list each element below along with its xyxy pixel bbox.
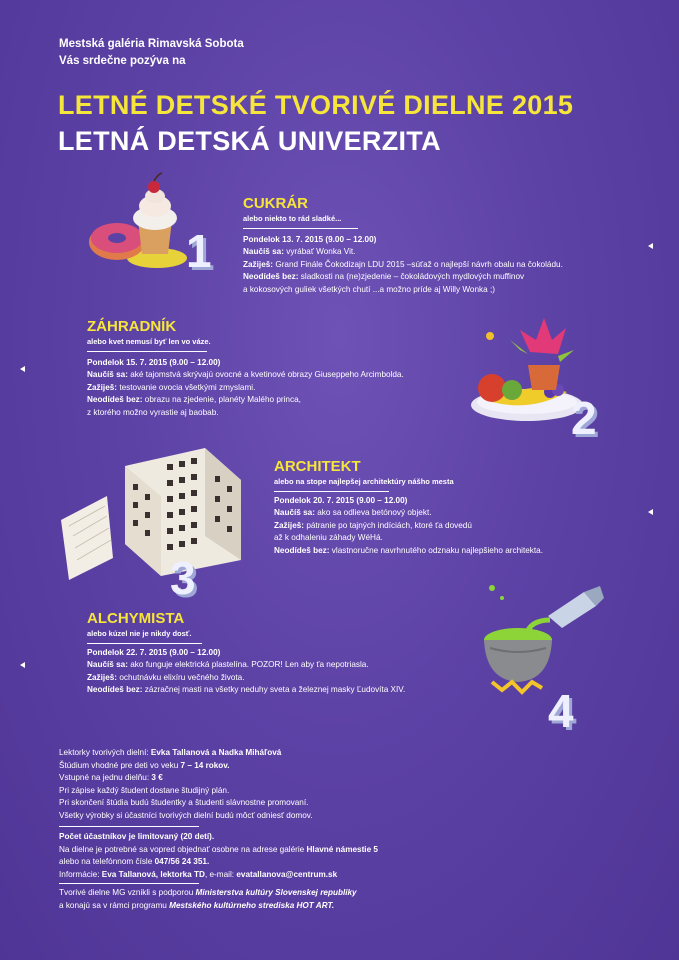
section-3-number: 3	[170, 552, 196, 604]
section-1-divider	[243, 228, 358, 229]
section-4-title: ALCHYMISTA	[87, 610, 185, 627]
support-info	[59, 887, 357, 912]
section-3-date: Pondelok 20. 7. 2015 (9.00 – 12.00)	[274, 496, 408, 505]
section-4-subtitle: alebo kúzel nie je nikdy dosť.	[87, 629, 192, 638]
section-4-date: Pondelok 22. 7. 2015 (9.00 – 12.00)	[87, 648, 221, 657]
limit-line: Počet účastníkov je limitovaný (20 detí).	[59, 832, 215, 841]
support-line-2: a konajú sa v rámci programu Mestského kultúrneho strediska HOT ART.	[59, 900, 335, 910]
section-1-number: 1	[186, 225, 212, 277]
section-1-subtitle: alebo niekto to rád sladké...	[243, 214, 342, 223]
footer-divider-2	[59, 883, 199, 884]
section-4-learn: Naučíš sa: ako funguje elektrická plastelína. POZOR! Len aby ťa nepotriasla.	[87, 660, 369, 670]
registration-info	[59, 831, 378, 881]
section-4-details	[87, 647, 405, 697]
building-icon	[55, 440, 255, 590]
section-1-title: CUKRÁR	[243, 195, 308, 212]
section-4-divider	[87, 643, 202, 644]
arrow-left-icon	[648, 243, 653, 249]
section-2-learn: Naučíš sa: aké tajomstvá skrývajú ovocné a kvetinové obrazy Giuseppeho Arcimbolda.	[87, 370, 404, 380]
contact-line: Informácie: Eva Tallanová, lektorka TD, e-mail: evatallanova@centrum.sk	[59, 869, 338, 879]
plan-line: Pri zápise každý študent dostane študijný plán.	[59, 785, 230, 795]
section-2-takeaway-cont: z ktorého možno vyrastie aj baobab.	[87, 407, 219, 417]
graduation-line: Pri skončení štúdia budú študentky a študenti slávnostne promovaní.	[59, 798, 309, 807]
section-3-experience: Zažiješ: pátranie po tajných indíciách, ktoré ťa dovedú	[274, 520, 472, 530]
section-2-title: ZÁHRADNÍK	[87, 318, 177, 335]
gallery-name: Mestská galéria Rimavská Sobota	[59, 38, 244, 50]
section-2-experience: Zažiješ: testovanie ovocia všetkými zmyslami.	[87, 382, 256, 392]
section-3-subtitle: alebo na stope najlepšej architektúry nášho mesta	[274, 477, 454, 486]
section-2-subtitle: alebo kvet nemusí byť len vo váze.	[87, 337, 211, 346]
fee-line: Vstupné na jednu dielňu: 3 €	[59, 773, 163, 782]
section-3-learn: Naučíš sa: ako sa odlieva betónový objekt.	[274, 508, 432, 518]
section-3-divider	[274, 491, 389, 492]
section-3-experience-cont: až k odhaleniu záhady WéHá.	[274, 533, 383, 543]
email-link: evatallanova@centrum.sk	[236, 869, 338, 879]
footer-divider	[59, 826, 199, 827]
section-1-takeaway: Neodídeš bez: sladkosti na (ne)zjedenie – čokoládových mydlových muffinov	[243, 272, 525, 282]
age-line: Štúdium vhodné pre deti vo veku 7 – 14 rokov.	[59, 760, 230, 770]
section-2-takeaway: Neodídeš bez: obrazu na zjedenie, planéty Malého princa,	[87, 395, 301, 405]
section-1-date: Pondelok 13. 7. 2015 (9.00 – 12.00)	[243, 235, 377, 244]
support-line-1: Tvorivé dielne MG vznikli s podporou Ministerstva kultúry Slovenskej republiky	[59, 888, 357, 897]
registration-phone-line: alebo na telefónnom čísle 047/56 24 351.	[59, 857, 210, 866]
arrow-left-icon	[20, 662, 25, 668]
section-1-details	[243, 234, 563, 296]
main-title: LETNÉ DETSKÉ TVORIVÉ DIELNE 2015	[58, 90, 574, 120]
section-3-details	[274, 495, 543, 557]
footer-info	[59, 747, 313, 822]
section-2-divider	[87, 351, 207, 352]
section-4-takeaway: Neodídeš bez: zázračnej masti na všetky neduhy sveta a železnej masky Ľudovíta XIV.	[87, 685, 406, 695]
arrow-left-icon	[648, 509, 653, 515]
arrow-left-icon	[20, 366, 25, 372]
intro-text	[59, 36, 244, 70]
section-3-title: ARCHITEKT	[274, 458, 361, 475]
section-1-takeaway-cont: a kokosových guliek všetkých chutí ...a možno príde aj Willy Wonka ;)	[243, 284, 495, 294]
section-2-date: Pondelok 15. 7. 2015 (9.00 – 12.00)	[87, 358, 221, 367]
section-4-number: 4	[548, 685, 574, 737]
section-4-experience: Zažiješ: ochutnávku elixíru večného života.	[87, 672, 245, 682]
section-2-details	[87, 357, 404, 419]
cauldron-flask-icon	[478, 576, 608, 696]
sub-title: LETNÁ DETSKÁ UNIVERZITA	[58, 126, 441, 156]
section-3-takeaway: Neodídeš bez: vlastnoručne navrhnutého odznaku najlepšieho architekta.	[274, 545, 543, 555]
section-2-number: 2	[571, 392, 597, 444]
section-1-learn: Naučíš sa: vyrábať Wonka Vit.	[243, 247, 356, 257]
invitation-line: Vás srdečne pozýva na	[59, 55, 186, 67]
products-line: Všetky výrobky si účastníci tvorivých dielní budú môcť odniesť domov.	[59, 810, 313, 820]
lectors-line: Lektorky tvorivých dielní: Evka Tallanová a Nadka Miháľová	[59, 748, 282, 757]
section-1-experience: Zažiješ: Grand Finále Čokodizajn LDU 2015 –súťaž o najlepší návrh obalu na čokoládu.	[243, 259, 563, 269]
registration-address-line: Na dielne je potrebné sa vopred objednať osobne na adrese galérie Hlavné námestie 5	[59, 844, 378, 854]
